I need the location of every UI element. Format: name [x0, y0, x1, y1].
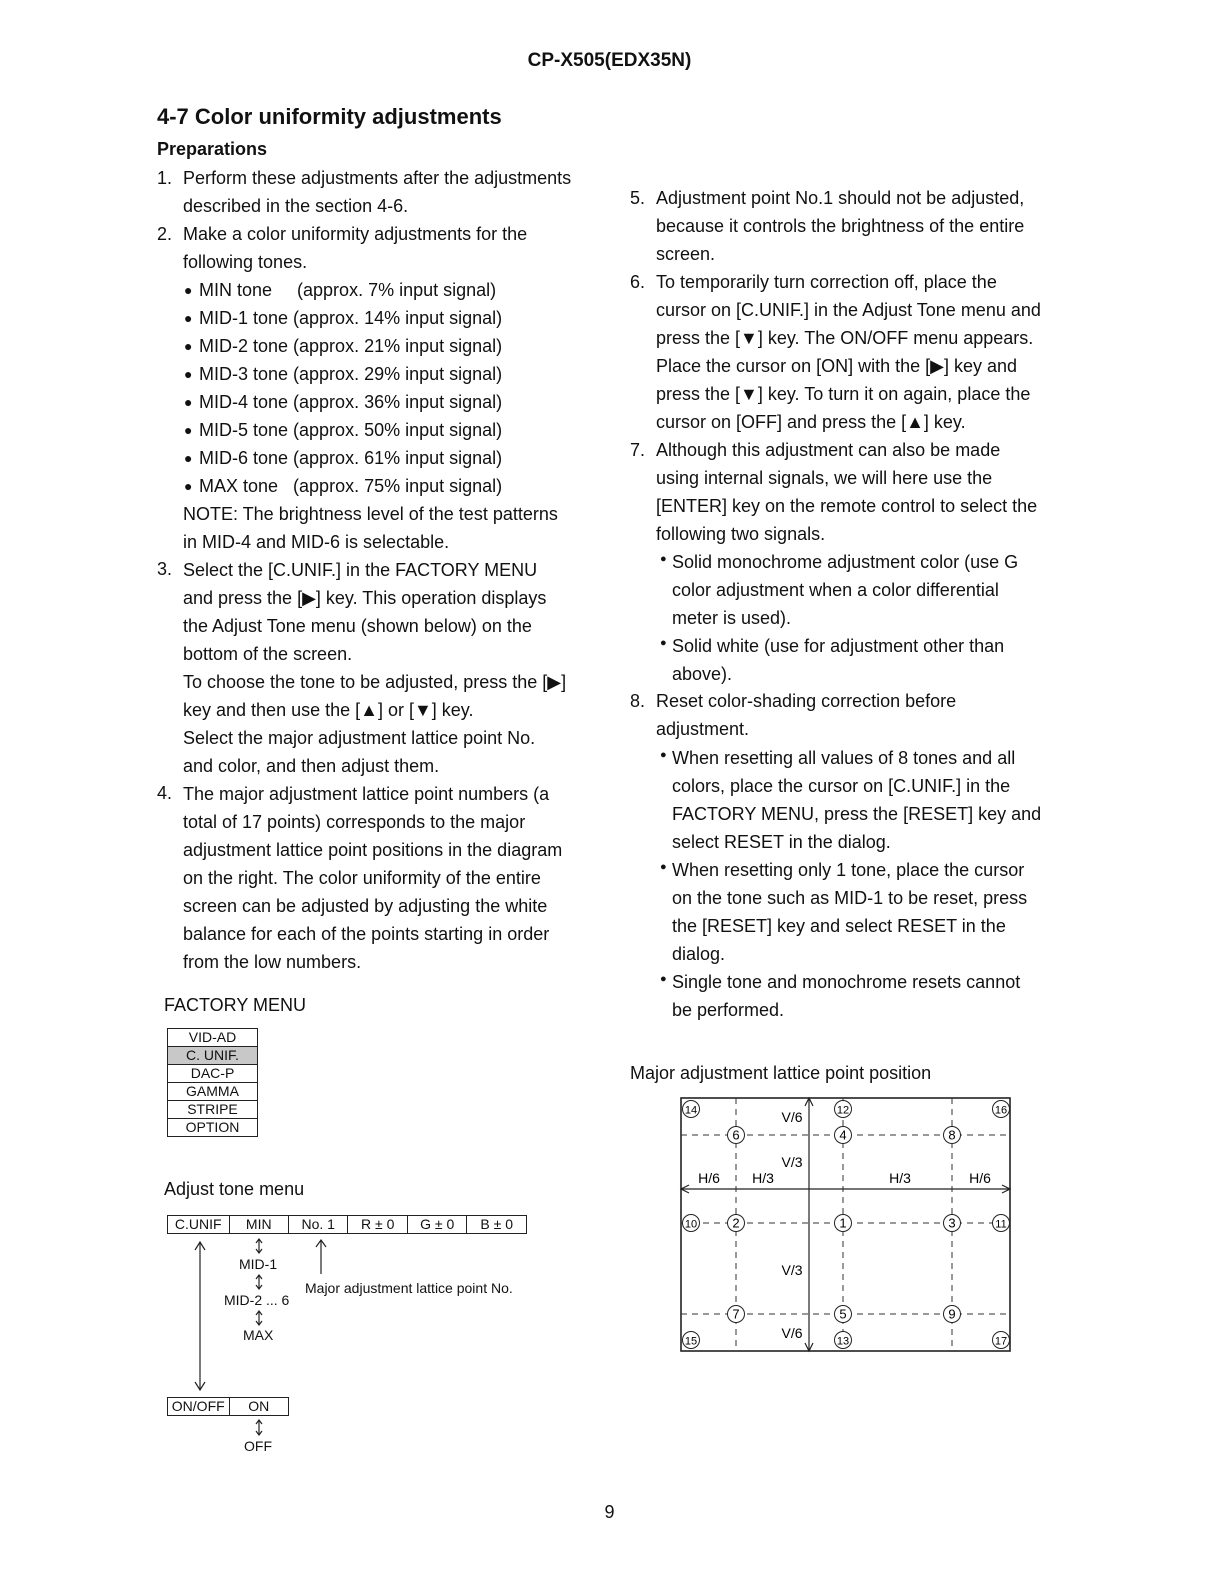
lattice-diagram	[675, 1095, 1020, 1360]
bullet-icon: ●	[184, 310, 193, 326]
text-line: in MID-4 and MID-6 is selectable.	[183, 532, 450, 552]
tone-mid1: MID-1	[239, 1256, 278, 1272]
svg-text:9: 9	[948, 1306, 956, 1322]
text-line: on the tone such as MID-1 to be reset, press	[672, 888, 1028, 908]
text-line: described in the section 4-6.	[183, 196, 409, 216]
bullet-icon: ●	[660, 553, 667, 565]
section-title: 4-7 Color uniformity adjustments	[157, 104, 502, 129]
lattice-point-13	[835, 1332, 852, 1349]
factory-menu-item[interactable]: DAC-P	[168, 1065, 258, 1083]
cell-blue[interactable]: B ± 0	[467, 1216, 527, 1234]
text-line: [ENTER] key on the remote control to select the	[656, 496, 1038, 516]
cell-point-no[interactable]: No. 1	[288, 1216, 347, 1234]
item-number-7: 7.	[630, 440, 646, 460]
factory-menu-item-selected[interactable]: C. UNIF.	[168, 1047, 258, 1065]
bullet-icon: ●	[660, 637, 667, 649]
lattice-point-9	[944, 1306, 961, 1323]
text-line: Select the major adjustment lattice point No.	[183, 728, 536, 748]
text-line: adjustment lattice point positions in the diagram	[183, 840, 563, 860]
svg-text:7: 7	[732, 1306, 740, 1322]
svg-text:4: 4	[839, 1127, 847, 1143]
text-line: cursor on [OFF] and press the [▲] key.	[656, 412, 966, 432]
dimension-label: H/3	[889, 1170, 911, 1186]
adjust-tone-arrows	[160, 1234, 540, 1464]
bullet-icon: ●	[184, 394, 193, 410]
text-line: Make a color uniformity adjustments for the	[183, 224, 528, 244]
page-number: 9	[604, 1502, 615, 1522]
lattice-point-label: Major adjustment lattice point No.	[305, 1280, 513, 1296]
text-line: Reset color-shading correction before	[656, 691, 957, 711]
text-line: from the low numbers.	[183, 952, 362, 972]
text-line: To temporarily turn correction off, place the	[656, 272, 997, 292]
svg-text:1: 1	[839, 1215, 847, 1231]
text-line: Place the cursor on [ON] with the [▶] key and	[656, 356, 1018, 376]
dimension-label: V/6	[781, 1109, 803, 1125]
text-line: color adjustment when a color differential	[672, 580, 999, 600]
lattice-point-10	[683, 1215, 700, 1232]
bullet-icon: ●	[184, 282, 193, 298]
dimension-label: H/6	[698, 1170, 720, 1186]
item-number-2: 2.	[157, 224, 173, 244]
text-line: key and then use the [▲] or [▼] key.	[183, 700, 474, 720]
factory-menu-item[interactable]: VID-AD	[168, 1029, 258, 1047]
cell-on[interactable]: ON	[229, 1398, 289, 1416]
tone-item: MID-4 tone (approx. 36% input signal)	[199, 392, 503, 412]
factory-menu-item[interactable]: STRIPE	[168, 1101, 258, 1119]
bullet-icon: ●	[184, 478, 193, 494]
tone-item: MID-1 tone (approx. 14% input signal)	[199, 308, 503, 328]
text-line: colors, place the cursor on [C.UNIF.] in the	[672, 776, 1011, 796]
bullet-icon: ●	[184, 338, 193, 354]
adjust-tone-menu	[167, 1215, 527, 1234]
text-line: NOTE: The brightness level of the test patterns	[183, 504, 558, 524]
text-line: on the right. The color uniformity of the entire	[183, 868, 541, 888]
lattice-point-2	[728, 1215, 745, 1232]
tone-item: MID-6 tone (approx. 61% input signal)	[199, 448, 503, 468]
dimension-label: H/3	[752, 1170, 774, 1186]
bullet-icon: ●	[184, 366, 193, 382]
text-line: Adjustment point No.1 should not be adjusted,	[656, 188, 1025, 208]
tone-item: MIN tone (approx. 7% input signal)	[199, 280, 497, 300]
svg-text:14: 14	[684, 1104, 698, 1117]
lattice-point-11	[993, 1215, 1010, 1232]
preparations-heading: Preparations	[157, 139, 268, 159]
dimension-label: V/3	[781, 1154, 803, 1170]
text-line: Select the [C.UNIF.] in the FACTORY MENU	[183, 560, 538, 580]
dimension-label: V/3	[781, 1262, 803, 1278]
text-line: be performed.	[672, 1000, 785, 1020]
off-label: OFF	[244, 1438, 272, 1454]
cell-on-off[interactable]: ON/OFF	[168, 1398, 230, 1416]
text-line: dialog.	[672, 944, 726, 964]
text-line: and press the [▶] key. This operation displays	[183, 588, 547, 608]
text-line: total of 17 points) corresponds to the major	[183, 812, 526, 832]
lattice-point-4	[835, 1127, 852, 1144]
bullet-icon: ●	[184, 422, 193, 438]
text-line: When resetting only 1 tone, place the cursor	[672, 860, 1025, 880]
lattice-point-3	[944, 1215, 961, 1232]
svg-text:12: 12	[836, 1104, 850, 1117]
tone-item: MID-3 tone (approx. 29% input signal)	[199, 364, 503, 384]
lattice-point-16	[993, 1101, 1010, 1118]
tone-max: MAX	[243, 1327, 274, 1343]
cell-c-unif[interactable]: C.UNIF	[168, 1216, 230, 1234]
tone-item: MID-5 tone (approx. 50% input signal)	[199, 420, 503, 440]
lattice-point-8	[944, 1127, 961, 1144]
bullet-icon: ●	[184, 450, 193, 466]
svg-text:8: 8	[948, 1127, 956, 1143]
factory-menu	[167, 1028, 258, 1137]
text-line: FACTORY MENU, press the [RESET] key and	[672, 804, 1042, 824]
factory-menu-item[interactable]: OPTION	[168, 1119, 258, 1137]
lattice-point-17	[993, 1332, 1010, 1349]
svg-text:6: 6	[732, 1127, 740, 1143]
text-line: Although this adjustment can also be made	[656, 440, 1001, 460]
svg-text:15: 15	[684, 1335, 698, 1348]
text-line: Perform these adjustments after the adjustments	[183, 168, 572, 188]
lattice-point-5	[835, 1306, 852, 1323]
bullet-icon: ●	[660, 861, 667, 873]
text-line: press the [▼] key. To turn it on again, place the	[656, 384, 1031, 404]
item-number-4: 4.	[157, 783, 173, 803]
dimension-label: V/6	[781, 1325, 803, 1341]
document-header: CP-X505(EDX35N)	[527, 50, 692, 71]
text-line: the Adjust Tone menu (shown below) on the	[183, 616, 532, 636]
svg-text:17: 17	[994, 1335, 1008, 1348]
item-number-8: 8.	[630, 691, 646, 711]
bullet-icon: ●	[660, 973, 667, 985]
text-line: the [RESET] key and select RESET in the	[672, 916, 1006, 936]
text-line: screen.	[656, 244, 716, 264]
text-line: Solid white (use for adjustment other than	[672, 636, 1005, 656]
lattice-title: Major adjustment lattice point position	[630, 1063, 932, 1083]
text-line: Solid monochrome adjustment color (use G	[672, 552, 1019, 572]
cell-tone[interactable]: MIN	[229, 1216, 288, 1234]
text-line: because it controls the brightness of the entire	[656, 216, 1025, 236]
text-line: following tones.	[183, 252, 308, 272]
text-line: press the [▼] key. The ON/OFF menu appears.	[656, 328, 1034, 348]
svg-text:11: 11	[995, 1218, 1007, 1231]
cell-green[interactable]: G ± 0	[407, 1216, 466, 1234]
lattice-point-15	[683, 1332, 700, 1349]
text-line: balance for each of the points starting in order	[183, 924, 550, 944]
text-line: meter is used).	[672, 608, 792, 628]
on-off-menu	[167, 1397, 289, 1416]
dimension-label: H/6	[969, 1170, 991, 1186]
tone-item: MID-2 tone (approx. 21% input signal)	[199, 336, 503, 356]
lattice-point-7	[728, 1306, 745, 1323]
svg-text:13: 13	[836, 1335, 850, 1348]
item-number-1: 1.	[157, 168, 173, 188]
item-number-3: 3.	[157, 559, 173, 579]
tone-item: MAX tone (approx. 75% input signal)	[199, 476, 503, 496]
item-number-5: 5.	[630, 188, 646, 208]
svg-text:3: 3	[948, 1215, 956, 1231]
text-line: Single tone and monochrome resets cannot	[672, 972, 1021, 992]
lattice-point-6	[728, 1127, 745, 1144]
text-line: When resetting all values of 8 tones and all	[672, 748, 1016, 768]
svg-text:16: 16	[994, 1104, 1008, 1117]
factory-menu-item[interactable]: GAMMA	[168, 1083, 258, 1101]
adjust-tone-title: Adjust tone menu	[164, 1179, 305, 1199]
lattice-point-12	[835, 1101, 852, 1118]
text-line: using internal signals, we will here use the	[656, 468, 993, 488]
text-line: following two signals.	[656, 524, 826, 544]
lattice-point-1	[835, 1215, 852, 1232]
text-line: screen can be adjusted by adjusting the white	[183, 896, 548, 916]
text-line: bottom of the screen.	[183, 644, 353, 664]
text-line: To choose the tone to be adjusted, press the [▶]	[183, 672, 567, 692]
svg-text:2: 2	[732, 1215, 740, 1231]
item-number-6: 6.	[630, 272, 646, 292]
lattice-point-14	[683, 1101, 700, 1118]
cell-red[interactable]: R ± 0	[348, 1216, 407, 1234]
factory-menu-title: FACTORY MENU	[164, 995, 307, 1015]
text-line: above).	[672, 664, 733, 684]
tone-mid2-6: MID-2 ... 6	[224, 1292, 290, 1308]
text-line: adjustment.	[656, 719, 750, 739]
text-line: select RESET in the dialog.	[672, 832, 891, 852]
bullet-icon: ●	[660, 749, 667, 761]
svg-text:10: 10	[684, 1218, 698, 1231]
text-line: cursor on [C.UNIF.] in the Adjust Tone menu and	[656, 300, 1041, 320]
text-line: and color, and then adjust them.	[183, 756, 440, 776]
text-line: The major adjustment lattice point numbers (a	[183, 784, 550, 804]
lattice-points	[683, 1101, 1010, 1349]
svg-text:5: 5	[839, 1306, 847, 1322]
